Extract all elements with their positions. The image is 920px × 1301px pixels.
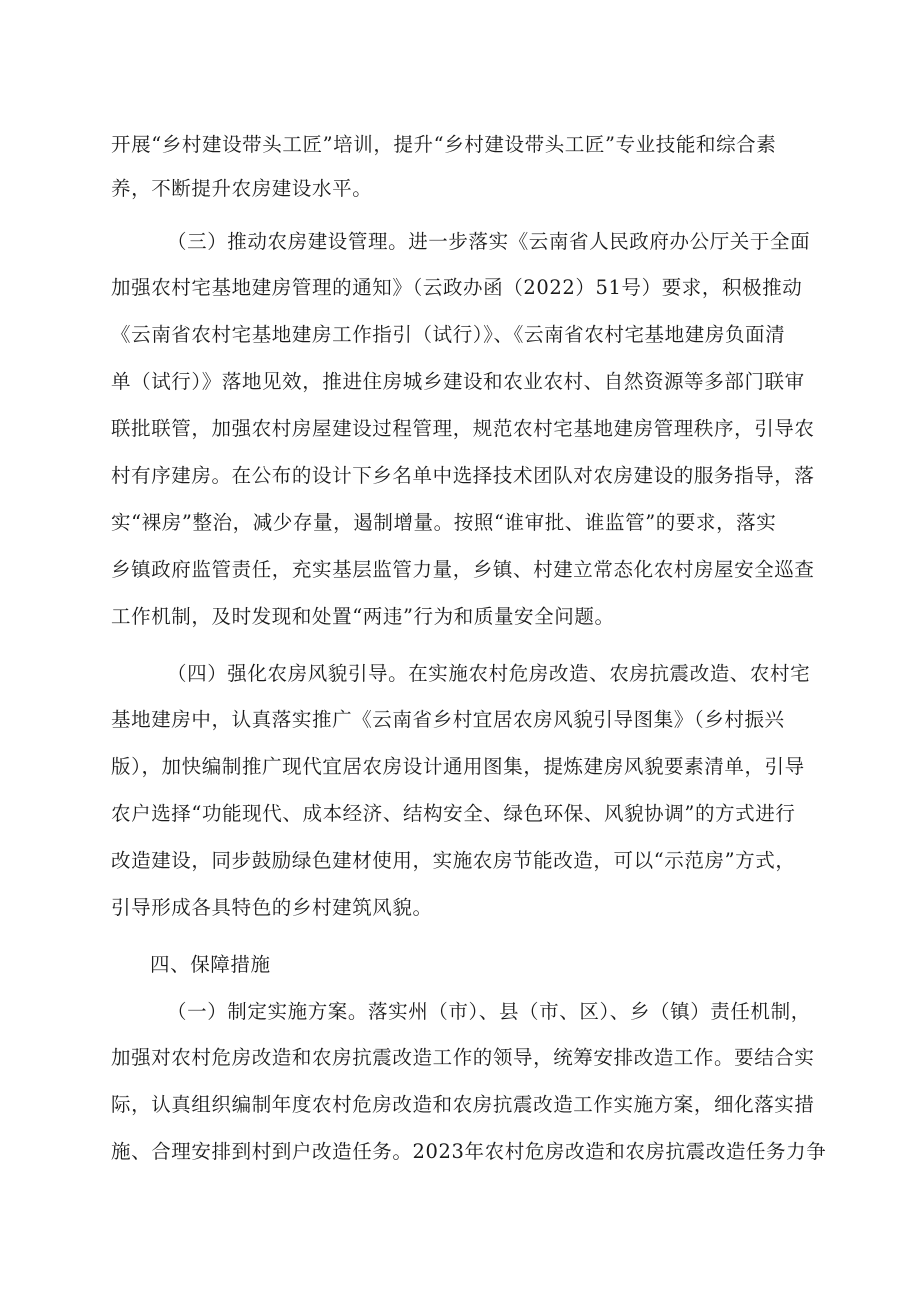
text-line: 实“裸房”整治，减少存量，遏制增量。按照“谁审批、谁监管”的要求，落实 [111, 511, 777, 534]
text-line: 引导形成各具特色的乡村建筑风貌。 [111, 896, 433, 919]
chapter-heading: 四、保障措施 [150, 953, 271, 976]
text-line: 联批联管，加强农村房屋建设过程管理，规范农村宅基地建房管理秩序，引导农 [111, 417, 815, 440]
text-line: 改造建设，同步鼓励绿色建材使用，实施农房节能改造，可以“示范房”方式， [111, 849, 796, 872]
text-line: 开展“乡村建设带头工匠”培训，提升“乡村建设带头工匠”专业技能和综合素 [111, 133, 777, 156]
text-line: 农户选择“功能现代、成本经济、结构安全、绿色环保、风貌协调”的方式进行 [111, 802, 796, 825]
text-line: 工作机制，及时发现和处置“两违”行为和质量安全问题。 [111, 605, 615, 628]
text-line: 基地建房中，认真落实推广《云南省乡村宜居农房风貌引导图集》（乡村振兴 [111, 708, 785, 731]
text-line: 版），加快编制推广现代宜居农房设计通用图集，提炼建房风貌要素清单，引导 [111, 755, 805, 778]
text-line: 单（试行）》落地见效，推进住房城乡建设和农业农村、自然资源等多部门联审 [111, 370, 805, 393]
subsection-1-heading-line: （一）制定实施方案。落实州（市）、县（市、区）、乡（镇）责任机制， [167, 1000, 811, 1023]
text-line: 乡镇政府监管责任，充实基层监管力量，乡镇、村建立常态化农村房屋安全巡查 [111, 558, 815, 581]
section-3-heading-line: （三）推动农房建设管理。进一步落实《云南省人民政府办公厅关于全面 [167, 230, 811, 253]
text-line: 施、合理安排到村到户改造任务。2023年农村危房改造和农房抗震改造任务力争 [111, 1140, 827, 1163]
text-line: 际，认真组织编制年度农村危房改造和农房抗震改造工作实施方案，细化落实措 [111, 1093, 815, 1116]
section-4-heading-line: （四）强化农房风貌引导。在实施农村危房改造、农房抗震改造、农村宅 [167, 662, 811, 685]
text-line: 加强对农村危房改造和农房抗震改造工作的领导，统筹安排改造工作。要结合实 [111, 1046, 815, 1069]
text-line: 养，不断提升农房建设水平。 [111, 177, 373, 200]
text-line: 村有序建房。在公布的设计下乡名单中选择技术团队对农房建设的服务指导，落 [111, 464, 815, 487]
text-line: 加强农村宅基地建房管理的通知》（云政办函（2022）51号）要求，积极推动 [111, 276, 803, 299]
text-line: 《云南省农村宅基地建房工作指引（试行）》、《云南省农村宅基地建房负面清 [111, 323, 786, 346]
